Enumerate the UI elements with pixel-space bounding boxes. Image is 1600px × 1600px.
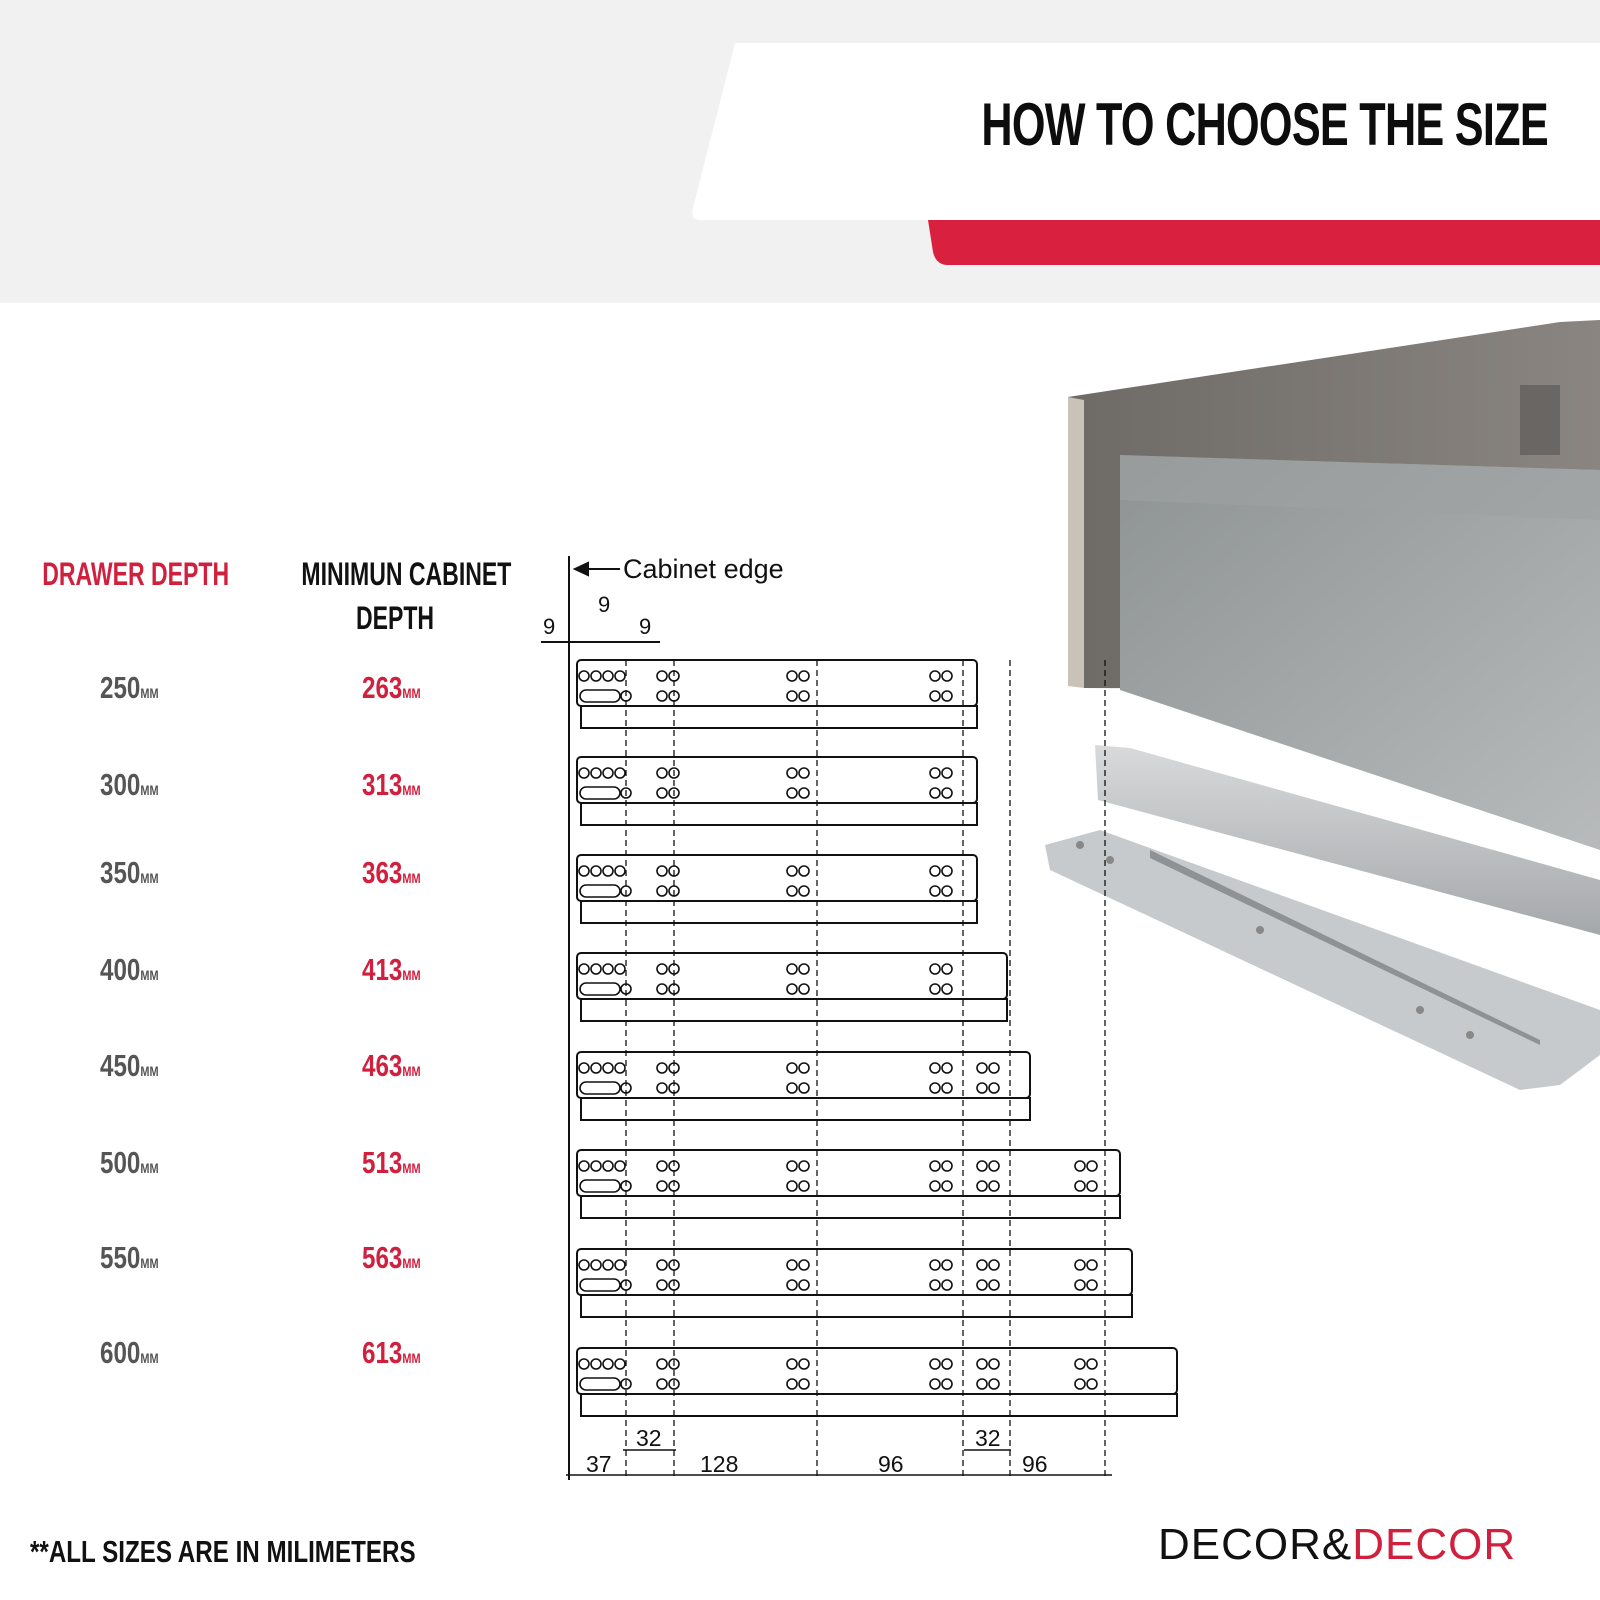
drawer-depth-value: 350MM xyxy=(100,855,159,890)
rail-hole xyxy=(930,691,940,701)
rail-hole xyxy=(787,1359,797,1369)
rail-outline xyxy=(577,953,1007,1021)
rail-hole xyxy=(787,1161,797,1171)
rail-hole xyxy=(930,1359,940,1369)
logo-part: DECOR& xyxy=(1158,1520,1353,1569)
unit-label: MM xyxy=(402,782,421,798)
rail-hole xyxy=(657,1260,667,1270)
rail-hole xyxy=(799,1181,809,1191)
rail-hole xyxy=(799,1260,809,1270)
min-cabinet-depth-value: 263MM xyxy=(362,670,421,705)
rail-hole xyxy=(579,964,589,974)
rail-base xyxy=(581,803,977,825)
rail-hole xyxy=(989,1181,999,1191)
rail-hole xyxy=(657,984,667,994)
rail-base xyxy=(581,1196,1120,1218)
rail-hole xyxy=(603,1063,613,1073)
unit-label: MM xyxy=(402,685,421,701)
drawer-depth-value: 500MM xyxy=(100,1145,159,1180)
rail-outline xyxy=(577,660,977,728)
rail-hole xyxy=(942,964,952,974)
unit-label: MM xyxy=(140,1063,159,1079)
rail-hole xyxy=(942,691,952,701)
dimension-label: 32 xyxy=(636,1425,662,1451)
rail-hole xyxy=(591,866,601,876)
rail-hole xyxy=(1087,1181,1097,1191)
rail-hole xyxy=(942,886,952,896)
rail-hole xyxy=(942,1083,952,1093)
rail-hole xyxy=(989,1379,999,1389)
rail-base xyxy=(581,1394,1177,1416)
unit-label: MM xyxy=(140,1350,159,1366)
unit-label: MM xyxy=(140,1160,159,1176)
rail-hole xyxy=(1075,1359,1085,1369)
rail-hole xyxy=(930,1379,940,1389)
rail-hole xyxy=(942,1379,952,1389)
min-cabinet-depth-value: 413MM xyxy=(362,952,421,987)
rail-hole xyxy=(657,671,667,681)
rail-slot xyxy=(580,983,620,995)
unit-label: MM xyxy=(140,685,159,701)
rail-hole xyxy=(942,671,952,681)
rail-hole xyxy=(799,1280,809,1290)
rail-hole xyxy=(579,671,589,681)
rail-hole xyxy=(603,964,613,974)
rail-hole xyxy=(657,1063,667,1073)
rail-hole xyxy=(787,788,797,798)
rail-hole xyxy=(977,1280,987,1290)
rail-body xyxy=(577,855,977,901)
rail-hole xyxy=(942,866,952,876)
rail-hole xyxy=(930,788,940,798)
rail-hole xyxy=(942,1359,952,1369)
rail-hole xyxy=(989,1083,999,1093)
min-cabinet-depth-value: 463MM xyxy=(362,1048,421,1083)
rail-hole xyxy=(603,768,613,778)
rail-hole xyxy=(1075,1379,1085,1389)
rail-hole xyxy=(787,1379,797,1389)
rail-hole xyxy=(942,1161,952,1171)
rail-hole xyxy=(1075,1181,1085,1191)
rail-hole xyxy=(787,1083,797,1093)
unit-label: MM xyxy=(402,1255,421,1271)
unit-label: MM xyxy=(402,1350,421,1366)
rail-hole xyxy=(930,768,940,778)
rail-hole xyxy=(787,1063,797,1073)
rail-hole xyxy=(787,691,797,701)
rail-outline xyxy=(577,1150,1120,1218)
rail-hole xyxy=(977,1083,987,1093)
rail-hole xyxy=(799,1379,809,1389)
rail-hole xyxy=(930,886,940,896)
rail-hole xyxy=(657,768,667,778)
rail-hole xyxy=(603,671,613,681)
rail-hole xyxy=(579,1161,589,1171)
rail-hole xyxy=(1075,1280,1085,1290)
rail-hole xyxy=(799,1359,809,1369)
rail-hole xyxy=(787,964,797,974)
rail-hole xyxy=(579,866,589,876)
rail-hole xyxy=(603,1161,613,1171)
rail-hole xyxy=(799,691,809,701)
column-header-line: DEPTH xyxy=(355,600,435,636)
dimension-label: 9 xyxy=(543,614,556,639)
rail-slot xyxy=(580,1279,620,1291)
rail-body xyxy=(577,1348,1177,1394)
rail-hole xyxy=(615,1359,625,1369)
rail-slot xyxy=(580,690,620,702)
rail-hole xyxy=(989,1260,999,1270)
drawer-depth-value: 300MM xyxy=(100,767,159,802)
unit-label: MM xyxy=(402,1160,421,1176)
rail-hole xyxy=(977,1379,987,1389)
page-title: HOW TO CHOOSE THE SIZE xyxy=(981,91,1548,158)
rail-hole xyxy=(603,1260,613,1270)
rail-base xyxy=(581,706,977,728)
logo-part: DECOR xyxy=(1352,1520,1517,1569)
rail-hole xyxy=(657,1181,667,1191)
rail-hole xyxy=(930,964,940,974)
rail-hole xyxy=(1075,1260,1085,1270)
rail-hole xyxy=(942,984,952,994)
rail-hole xyxy=(977,1063,987,1073)
rail-hole xyxy=(579,1260,589,1270)
unit-label: MM xyxy=(140,967,159,983)
rail-hole xyxy=(579,1063,589,1073)
rail-hole xyxy=(591,1063,601,1073)
rail-hole xyxy=(930,1181,940,1191)
rail-hole xyxy=(942,1063,952,1073)
min-cabinet-depth-value: 613MM xyxy=(362,1335,421,1370)
rail-hole xyxy=(579,768,589,778)
rail-hole xyxy=(799,768,809,778)
rail-hole xyxy=(615,671,625,681)
rail-hole xyxy=(799,886,809,896)
rail-hole xyxy=(989,1161,999,1171)
rail-hole xyxy=(930,1161,940,1171)
rail-hole xyxy=(591,1161,601,1171)
rail-body xyxy=(577,660,977,706)
rail-hole xyxy=(787,671,797,681)
rail-hole xyxy=(989,1359,999,1369)
rail-hole xyxy=(603,1359,613,1369)
rail-hole xyxy=(942,1280,952,1290)
dimension-label: 32 xyxy=(975,1425,1001,1451)
unit-label: MM xyxy=(402,967,421,983)
rail-hole xyxy=(787,1280,797,1290)
drawer-depth-value: 450MM xyxy=(100,1048,159,1083)
dimension-label: 37 xyxy=(586,1451,612,1477)
min-cabinet-depth-value: 563MM xyxy=(362,1240,421,1275)
unit-label: MM xyxy=(140,782,159,798)
rail-hole xyxy=(977,1359,987,1369)
rail-hole xyxy=(615,866,625,876)
rail-hole xyxy=(787,866,797,876)
dimension-label: 96 xyxy=(1022,1451,1048,1477)
dimension-label: 9 xyxy=(598,592,611,617)
rail-slot xyxy=(580,1378,620,1390)
rail-hole xyxy=(615,964,625,974)
dimension-label: 9 xyxy=(639,614,652,639)
rail-group xyxy=(577,660,1177,1416)
rail-hole xyxy=(657,691,667,701)
unit-label: MM xyxy=(140,1255,159,1271)
rail-hole xyxy=(657,788,667,798)
rail-hole xyxy=(615,1260,625,1270)
rail-hole xyxy=(930,1280,940,1290)
rail-slot xyxy=(580,1082,620,1094)
rail-hole xyxy=(977,1161,987,1171)
rail-hole xyxy=(787,1181,797,1191)
rail-outline xyxy=(577,1052,1030,1120)
rail-hole xyxy=(591,671,601,681)
rail-hole xyxy=(657,964,667,974)
drawer-depth-value: 600MM xyxy=(100,1335,159,1370)
column-header-line: MINIMUN CABINET xyxy=(301,556,512,592)
rail-hole xyxy=(930,984,940,994)
rail-hole xyxy=(657,1280,667,1290)
rail-hole xyxy=(1087,1161,1097,1171)
rail-hole xyxy=(930,866,940,876)
rail-hole xyxy=(1075,1161,1085,1171)
rail-hole xyxy=(799,1161,809,1171)
drawer-depth-value: 400MM xyxy=(100,952,159,987)
unit-label: MM xyxy=(402,870,421,886)
rail-hole xyxy=(787,768,797,778)
rail-hole xyxy=(977,1181,987,1191)
rail-hole xyxy=(657,866,667,876)
rail-hole xyxy=(799,984,809,994)
rail-hole xyxy=(799,671,809,681)
min-cabinet-depth-value: 513MM xyxy=(362,1145,421,1180)
rail-hole xyxy=(591,964,601,974)
drawer-depth-value: 550MM xyxy=(100,1240,159,1275)
unit-label: MM xyxy=(402,1063,421,1079)
rail-hole xyxy=(657,1359,667,1369)
drawer-depth-value: 250MM xyxy=(100,670,159,705)
brand-logo xyxy=(1158,1520,1516,1570)
rail-slot xyxy=(580,885,620,897)
rail-hole xyxy=(942,768,952,778)
rail-hole xyxy=(942,1181,952,1191)
min-cabinet-depth-value: 363MM xyxy=(362,855,421,890)
rail-hole xyxy=(1087,1379,1097,1389)
rail-slot xyxy=(580,787,620,799)
rail-hole xyxy=(1087,1359,1097,1369)
rail-hole xyxy=(657,1379,667,1389)
rail-hole xyxy=(989,1063,999,1073)
rail-hole xyxy=(657,1083,667,1093)
rail-hole xyxy=(799,1083,809,1093)
rail-hole xyxy=(591,768,601,778)
rail-hole xyxy=(799,1063,809,1073)
rail-outline xyxy=(577,757,977,825)
rail-hole xyxy=(657,886,667,896)
rail-hole xyxy=(579,1359,589,1369)
rail-base xyxy=(581,901,977,923)
rail-hole xyxy=(799,788,809,798)
rail-hole xyxy=(787,886,797,896)
rail-hole xyxy=(657,1161,667,1171)
rail-base xyxy=(581,1295,1132,1317)
cabinet-edge-arrowhead xyxy=(575,563,588,575)
rail-hole xyxy=(615,1161,625,1171)
dimension-label: 128 xyxy=(700,1451,739,1477)
cabinet-edge-label: Cabinet edge xyxy=(623,554,784,584)
rail-hole xyxy=(615,1063,625,1073)
rail-hole xyxy=(942,1260,952,1270)
rail-hole xyxy=(930,1083,940,1093)
rail-hole xyxy=(799,866,809,876)
rail-hole xyxy=(942,788,952,798)
footer-note: **ALL SIZES ARE IN MILIMETERS xyxy=(30,1534,416,1569)
rail-hole xyxy=(930,1063,940,1073)
rail-hole xyxy=(1087,1260,1097,1270)
rail-outline xyxy=(577,855,977,923)
unit-label: MM xyxy=(140,870,159,886)
column-header-drawer-depth: DRAWER DEPTH xyxy=(42,556,230,592)
rail-outline xyxy=(577,1249,1132,1317)
rail-hole xyxy=(787,984,797,994)
rail-outline xyxy=(577,1348,1177,1416)
rail-hole xyxy=(977,1260,987,1270)
min-cabinet-depth-value: 313MM xyxy=(362,767,421,802)
rail-hole xyxy=(799,964,809,974)
rail-hole xyxy=(591,1359,601,1369)
rail-hole xyxy=(989,1280,999,1290)
rail-hole xyxy=(615,768,625,778)
rail-hole xyxy=(603,866,613,876)
dimension-label: 96 xyxy=(878,1451,904,1477)
rail-hole xyxy=(787,1260,797,1270)
rail-base xyxy=(581,999,1007,1021)
rail-hole xyxy=(591,1260,601,1270)
rail-slot xyxy=(580,1180,620,1192)
rail-body xyxy=(577,757,977,803)
rail-hole xyxy=(930,1260,940,1270)
rail-hole xyxy=(930,671,940,681)
rail-hole xyxy=(1087,1280,1097,1290)
